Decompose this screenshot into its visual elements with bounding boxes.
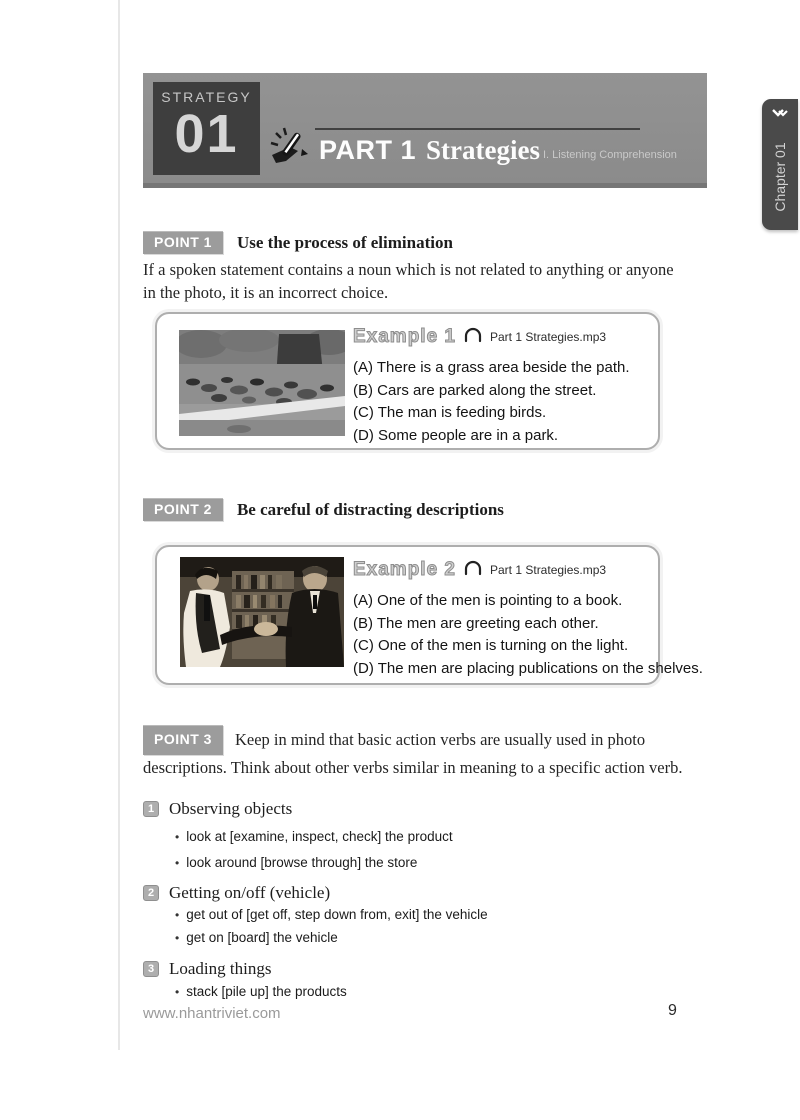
verb-group-3: [143, 959, 271, 979]
strategy-number: 01: [174, 104, 239, 164]
example1-audio-file: Part 1 Strategies.mp3: [490, 330, 607, 344]
example1-label: Example 1: [353, 326, 456, 347]
verb-group-2-title: Getting on/off (vehicle): [169, 883, 331, 902]
banner-rule: [315, 128, 640, 130]
pen-hand-icon: [268, 121, 320, 172]
point3-paragraph: [143, 726, 691, 779]
chapter-tab-label: Chapter 01: [772, 142, 788, 212]
point1-badge: POINT 1: [143, 231, 223, 254]
option-c: (C) One of the men is turning on the light.: [353, 637, 629, 654]
example2-photo-handshake: [180, 557, 344, 667]
example1-photo-park-birds: [179, 330, 345, 436]
number-badge-3: 3: [143, 961, 159, 977]
option-d: (D) The men are placing publications on the shelves.: [353, 659, 703, 677]
point3-body: Keep in mind that basic action verbs are usually used in photo descriptions. Think about other verbs similar in meaning to a specific action verb.: [143, 730, 683, 777]
headphone-icon: [463, 560, 483, 581]
option-a: (A) There is a grass area beside the path.: [353, 359, 630, 376]
verb-group-2: [143, 883, 330, 903]
verb-item: • look around [browse through] the store: [175, 855, 417, 870]
strategy-number-badge: [153, 82, 260, 175]
verb-group-1-title: Observing objects: [169, 799, 293, 818]
bird-icon: [771, 107, 789, 125]
example2-options: [353, 590, 703, 680]
verb-group-1: [143, 799, 292, 819]
point1-title: Use the process of elimination: [236, 232, 453, 252]
verb-item: • get on [board] the vehicle: [175, 930, 338, 945]
point2-heading: [143, 498, 504, 521]
point2-badge: POINT 2: [143, 498, 223, 521]
number-badge-2: 2: [143, 885, 159, 901]
option-b: (B) The men are greeting each other.: [353, 614, 599, 632]
example1-content: [353, 324, 653, 447]
part-title-serif: Strategies: [426, 135, 540, 165]
page-number: 9: [668, 1002, 677, 1019]
point3-badge: POINT 3: [143, 725, 223, 755]
part-title: [319, 135, 540, 166]
header-banner: [143, 73, 707, 188]
verb-item: • stack [pile up] the products: [175, 984, 347, 999]
number-badge-1: 1: [143, 801, 159, 817]
example2-head: [353, 557, 653, 583]
footer-website: www.nhantriviet.com: [143, 1005, 281, 1022]
example2-label: Example 2: [353, 559, 456, 580]
verb-item: • get out of [get off, step down from, exit] the vehicle: [175, 907, 488, 922]
point1-heading: [143, 231, 453, 254]
example2-box: [155, 545, 703, 685]
option-b: (B) Cars are parked along the street.: [353, 381, 597, 399]
headphone-icon: [463, 327, 483, 348]
scan-edge-line: [118, 0, 120, 1050]
example1-box: [155, 312, 660, 450]
example1-options: [353, 357, 653, 447]
option-d: (D) Some people are in a park.: [353, 426, 559, 444]
point1-body: If a spoken statement contains a noun which is not related to anything or anyone in the photo, it is an incorrect choice.: [143, 260, 674, 302]
verb-item: • look at [examine, inspect, check] the product: [175, 829, 453, 844]
verb-group-3-title: Loading things: [169, 959, 272, 978]
point2-title: Be careful of distracting descriptions: [236, 499, 504, 519]
example2-audio-file: Part 1 Strategies.mp3: [490, 563, 607, 577]
example1-head: [353, 324, 653, 350]
part-title-bold: PART 1: [319, 135, 417, 165]
option-a: (A) One of the men is pointing to a book.: [353, 592, 623, 609]
section-label: I. Listening Comprehension: [543, 149, 677, 161]
strategy-label: STRATEGY: [161, 89, 252, 105]
example2-content: [353, 557, 703, 680]
chapter-tab: [762, 99, 798, 230]
option-c: (C) The man is feeding birds.: [353, 404, 547, 421]
